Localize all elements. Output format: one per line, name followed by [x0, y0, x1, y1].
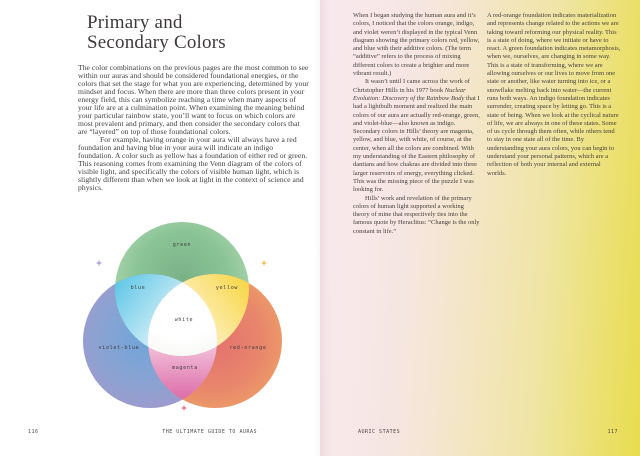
footer-book-title: THE ULTIMATE GUIDE TO AURAS — [162, 429, 257, 435]
page-title-line2: Secondary Colors — [87, 32, 226, 53]
venn-diagram — [83, 219, 315, 421]
left-paragraph-1: The color combinations on the previous pages are the most common to see within our auras and should be considered foundational energies, or the colors that set the stage for what you are experiencing, determined by your mindset and focus. When there are more than three colors present in your energy field, this can symbolize reaching a time when many aspects of your life are at a culmination point. When examining the meaning behind your particular rainbow state, you’ll want to focus on which colors are most prevalent and primary, and then consider the secondary colors that are “layered” on top of those foundational colors. — [78, 63, 309, 136]
left-page-footer — [0, 429, 320, 439]
right-page — [320, 0, 640, 456]
venn-label-violet-blue: violet-blue — [98, 345, 140, 351]
right-column-2 — [487, 12, 621, 178]
right-col1-paragraph-1: When I began studying the human aura and it’s colors, I noticed that the colors orange, indigo, and violet weren’t displayed in the typical Venn diagram showing the primary colors red, yellow, and blue with their additive colors. (The term “additive” refers to the process of mixing different colors to create a brighter and more vibrant result.) — [353, 12, 480, 78]
footer-chapter-title: AURIC STATES — [358, 429, 401, 435]
para2-text-pre: It wasn’t until I came across the work of Christopher Hills in his 1977 book — [353, 78, 470, 94]
venn-label-magenta: magenta — [172, 365, 198, 371]
venn-label-red-orange: red-orange — [229, 345, 267, 351]
para2-book-title: Nuclear Evolution: Discovery of the Rainbow Body — [353, 86, 466, 102]
right-page-number: 117 — [607, 429, 618, 435]
sparkle-icon-left — [96, 260, 102, 266]
venn-label-yellow: yellow — [215, 285, 239, 291]
page-title-line1: Primary and — [87, 12, 183, 33]
venn-label-white: white — [174, 317, 194, 323]
right-column-1 — [353, 12, 481, 236]
page-title — [87, 13, 317, 53]
venn-svg — [83, 219, 315, 421]
left-paragraph-2: For example, having orange in your aura will always have a red foundation and having blue in your aura will indicate an indigo foundation. A color such as yellow has a foundation of either red or green. This reasoning comes from examining the Venn diagram of the colors of visible light, and specifically the colors of visible human light, which is slightly different than when we look at light in the context of science and physics. — [78, 135, 308, 192]
para2-text-post: that I had a lightbulb moment and realized the main colors of our aura are actually red-orange, green, and violet-blue—also known as indigo. Secondary colors in Hills’ theory are magenta, yellow, and blue, with white, of course, at the center, when all the colors are combined. With my understanding of the Eastern philosophy of dantians and how chakras are divided into three larger reservoirs of energy, everything clicked. This was the missing piece of the puzzle I was looking for. — [353, 94, 480, 194]
venn-label-green: green — [172, 242, 192, 248]
right-page-footer — [320, 429, 640, 439]
left-page-number: 116 — [28, 429, 39, 435]
venn-label-blue: blue — [130, 285, 146, 291]
left-body-copy — [78, 64, 310, 192]
sparkle-icon-bottom — [181, 405, 187, 411]
sparkle-icon-right — [261, 260, 267, 266]
right-col1-paragraph-2 — [353, 78, 481, 194]
right-col2-paragraph-1: A red-orange foundation indicates materialization and represents change related to the actions we are taking toward reforming our physical reality. This is a state of doing, where we initiate or have to react. A green foundation indicates metamorphosis, when we, ourselves, are changing in some way. This is a state of transforming, where we are allowing ourselves or our lives to move from one state or another, like water turning into ice, or a snowflake melting back into water—the current runs both ways. An indigo foundation indicates surrender, creating space by letting go. This is a state of being. When we look at the cyclical nature of life, we are always in one of these states. Some of us cycle through them often, while others tend to stay in one state all of the time. By understanding your aura colors, you can begin to understand your personal patterns, which are a reflection of both your internal and external worlds. — [487, 12, 621, 177]
right-col1-paragraph-3: Hills’ work and revelation of the primary colors of human light supported a working theory of mine that respectively ties into the famous quote by Heraclitus: “Change is the only constant in life.” — [353, 194, 480, 235]
